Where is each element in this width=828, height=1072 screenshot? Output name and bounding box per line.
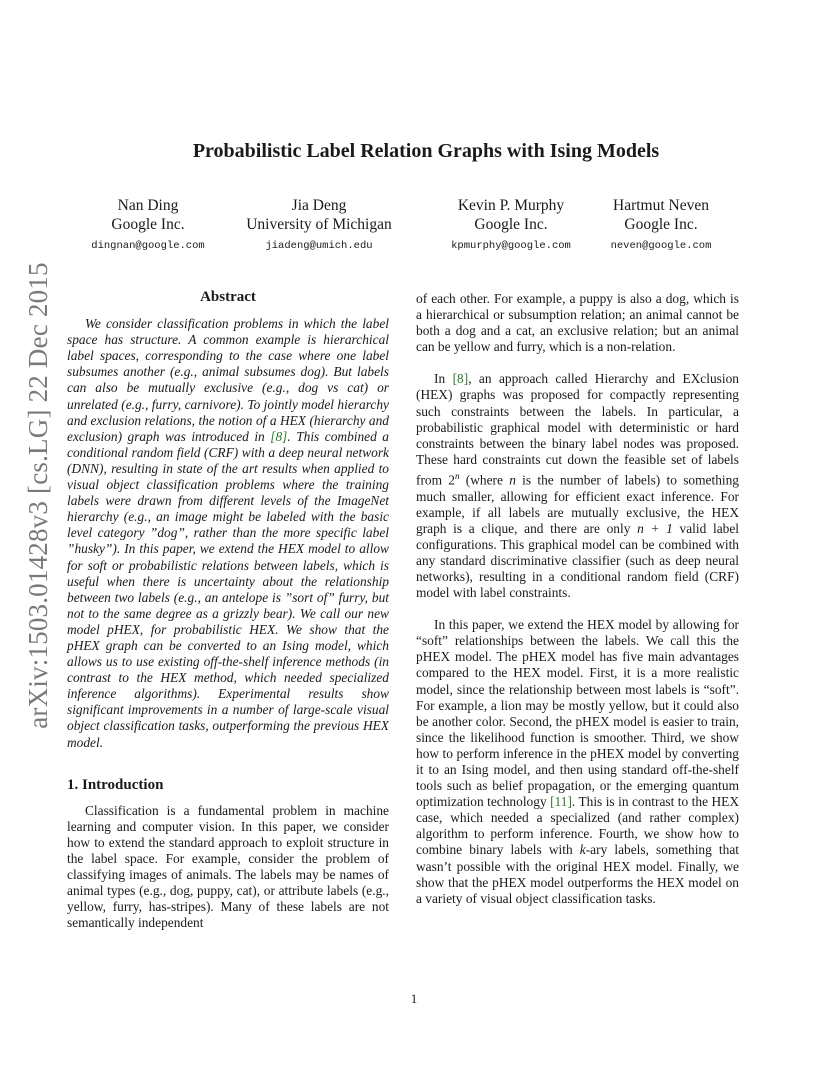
author-name: Jia Deng <box>291 197 347 214</box>
text-part: . This is in contrast to the HEX case, which needed a specialized (and rather complex) algorithm to perform inference. Fourth, we show how to combine binary labels with <box>416 794 739 858</box>
math-expression: n + 1 <box>637 520 673 536</box>
right-column <box>416 291 739 907</box>
citation-link[interactable]: [8] <box>270 428 288 444</box>
abstract-part: . This combined a conditional random field (CRF) with a deep neural network (DNN), resulting in state of the art results when applied to visual object classification problems where the training labels were drawn from different levels of the ImageNet hierarchy (e.g., an image might be labeled with the basic level category ”dog”, rather than the more specific label ”husky”). In this paper, we extend the HEX model to allow for soft or probabilistic relations between labels, which is useful when there is uncertainty about the relationship between two labels (e.g., an antelope is ”sort of” furry, but not to the same degree as a grizzly bear). We call our new model pHEX, for probabilistic HEX. We show that the pHEX graph can be converted to an Ising model, which allows us to use existing off-the-shelf inference methods (in contrast to the HEX method, which needed specialized inference algorithms). Experimental results show significant improvements in a number of large-scale visual object classification tasks, outperforming the previous HEX model. <box>67 428 389 750</box>
author-block <box>88 196 208 256</box>
author-email: neven@google.com <box>610 240 712 252</box>
author-block <box>442 196 580 256</box>
math-variable: n <box>509 472 516 488</box>
text-part: In this paper, we extend the HEX model by allowing for “soft” relationships between the labels. We call this the pHEX model. The pHEX model has five main advantages compared to the HEX model. First, it is a more realistic model, since the relationship between most labels is “soft”. For example, a lion may be mostly yellow, but it could also be another color. Second, the pHEX model is easier to train, since the likelihood function is smoother. Third, we show how to perform inference in the pHEX model by converting it to an Ising model, and then using standard off-the-shelf tools such as belief propagation, or the emerging quantum optimization technology <box>416 617 739 810</box>
math-superscript: n <box>455 470 460 481</box>
author-email: dingnan@google.com <box>91 240 205 252</box>
page-number: 1 <box>410 991 418 1006</box>
author-name: Nan Ding <box>117 197 179 214</box>
section-heading: 1. Introduction <box>67 776 164 793</box>
left-column <box>67 289 389 931</box>
text-part: In <box>434 371 453 387</box>
abstract-part: We consider classification problems in which the label space has structure. A common example is hierarchical label spaces, corresponding to the case where one label subsumes another (e.g., animal subsumes dog). But labels can also be mutually exclusive (e.g., dog vs cat) or unrelated (e.g., furry, carnivore). To jointly model hierarchy and exclusion relations, the notion of a HEX (hierarchy and exclusion) graph was introduced in <box>67 316 389 444</box>
abstract-heading: Abstract <box>200 289 256 305</box>
citation-link[interactable]: [8] <box>452 371 469 387</box>
author-email: kpmurphy@google.com <box>451 240 571 252</box>
math-variable: k <box>579 842 586 858</box>
author-name: Kevin P. Murphy <box>457 197 565 214</box>
author-block <box>596 196 726 256</box>
intro-paragraph <box>416 371 739 601</box>
arxiv-identifier-text: arXiv:1503.01428v3 [cs.LG] 22 Dec 2015 <box>22 261 53 729</box>
author-affiliation: University of Michigan <box>246 216 392 233</box>
intro-paragraph <box>416 617 739 907</box>
intro-paragraph: of each other. For example, a puppy is also a dog, which is a hierarchical or subsumption relation; an animal cannot be both a dog and a cat, an exclusive relation; but an animal can be yellow and furry, which is a non-relation. <box>416 291 739 355</box>
author-email: jiadeng@umich.edu <box>265 240 373 252</box>
text-part: , an approach called Hierarchy and EXclusion (HEX) graphs was proposed for compactly representing such constraints between the labels. In particular, a probabilistic graphical model with deterministic or hard constraints between the binary label nodes was proposed. These hard constraints cut down the feasible set of labels from 2 <box>416 371 739 488</box>
abstract-text <box>67 316 389 751</box>
citation-link[interactable]: [11] <box>550 794 572 810</box>
author-name: Hartmut Neven <box>613 197 709 214</box>
text-part: is the number of labels) to something much smaller, allowing for efficient exact inference. For example, if all labels are mutually exclusive, the HEX graph is a clique, and there are only <box>416 472 739 536</box>
text-part: (where <box>459 472 510 488</box>
text-part: valid label configurations. This graphical model can be combined with any standard discriminative classifier (such as deep neural networks), resulting in a conditional random field (CRF) model with label constraints. <box>416 520 740 601</box>
intro-paragraph: Classification is a fundamental problem in machine learning and computer vision. In this paper, we consider how to extend the standard approach to exploit structure in the label space. For example, consider the problem of classifying images of animals. The labels may be names of animal types (e.g., dog, puppy, cat), or attribute labels (e.g., yellow, furry, has-stripes). Many of these labels are not semantically independent <box>67 802 389 931</box>
author-affiliation: Google Inc. <box>624 216 698 233</box>
author-affiliation: Google Inc. <box>474 216 548 233</box>
paper-title: Probabilistic Label Relation Graphs with Ising Models <box>192 140 660 162</box>
author-affiliation: Google Inc. <box>111 216 185 233</box>
author-block <box>230 196 408 256</box>
arxiv-identifier <box>18 261 58 729</box>
text-part: -ary labels, something that wasn’t possible with the original HEX model. Finally, we show that the pHEX model outperforms the HEX model on a variety of visual object classification tasks. <box>416 842 739 906</box>
